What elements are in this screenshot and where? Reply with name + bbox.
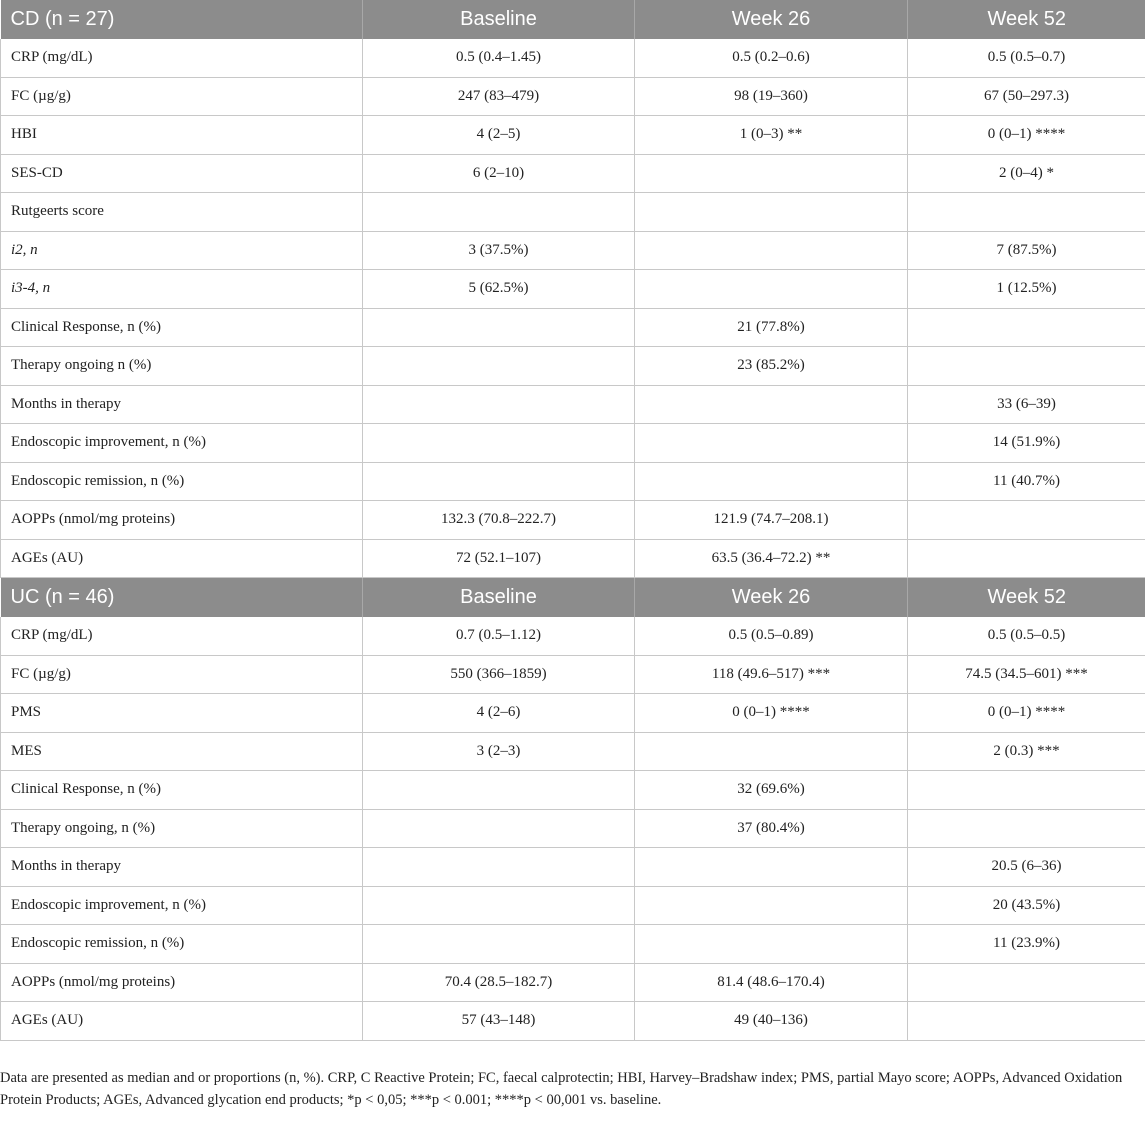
table-row — [1, 385, 1145, 424]
row-label: Months in therapy — [1, 848, 363, 887]
week52-cell — [908, 501, 1145, 540]
row-label: PMS — [1, 694, 363, 733]
week26-cell: 0.5 (0.5–0.89) — [635, 617, 908, 655]
week26-cell: 0 (0–1) **** — [635, 694, 908, 733]
baseline-cell: 132.3 (70.8–222.7) — [363, 501, 635, 540]
week26-cell — [635, 270, 908, 309]
table-row — [1, 771, 1145, 810]
week52-cell: 0.5 (0.5–0.7) — [908, 39, 1145, 77]
week26-cell: 32 (69.6%) — [635, 771, 908, 810]
week26-cell: 21 (77.8%) — [635, 308, 908, 347]
week26-cell: 121.9 (74.7–208.1) — [635, 501, 908, 540]
table-row — [1, 347, 1145, 386]
baseline-cell: 0.5 (0.4–1.45) — [363, 39, 635, 77]
week52-cell: 11 (40.7%) — [908, 462, 1145, 501]
table-row — [1, 925, 1145, 964]
week52-cell: 1 (12.5%) — [908, 270, 1145, 309]
row-label: Endoscopic improvement, n (%) — [1, 424, 363, 463]
baseline-cell: 3 (2–3) — [363, 732, 635, 771]
week26-cell: 81.4 (48.6–170.4) — [635, 963, 908, 1002]
baseline-cell: 4 (2–6) — [363, 694, 635, 733]
row-label: Months in therapy — [1, 385, 363, 424]
week52-cell — [908, 771, 1145, 810]
row-label: Endoscopic remission, n (%) — [1, 925, 363, 964]
baseline-cell: 247 (83–479) — [363, 77, 635, 116]
row-label: FC (µg/g) — [1, 655, 363, 694]
week52-cell: 67 (50–297.3) — [908, 77, 1145, 116]
week52-cell — [908, 539, 1145, 578]
row-label: i2, n — [1, 231, 363, 270]
baseline-cell: 3 (37.5%) — [363, 231, 635, 270]
row-label: Clinical Response, n (%) — [1, 308, 363, 347]
row-label: AGEs (AU) — [1, 539, 363, 578]
column-header: Baseline — [363, 0, 635, 39]
week26-cell — [635, 925, 908, 964]
week52-cell: 20 (43.5%) — [908, 886, 1145, 925]
table-row — [1, 886, 1145, 925]
baseline-cell — [363, 771, 635, 810]
week52-cell: 0 (0–1) **** — [908, 116, 1145, 155]
week52-cell — [908, 1002, 1145, 1041]
table-row — [1, 963, 1145, 1002]
week26-cell: 0.5 (0.2–0.6) — [635, 39, 908, 77]
baseline-cell — [363, 462, 635, 501]
week26-cell — [635, 424, 908, 463]
week26-cell — [635, 848, 908, 887]
row-label: Endoscopic remission, n (%) — [1, 462, 363, 501]
table-row — [1, 655, 1145, 694]
week52-cell: 2 (0–4) * — [908, 154, 1145, 193]
week52-cell — [908, 347, 1145, 386]
column-header: Week 52 — [908, 578, 1145, 618]
table-row — [1, 694, 1145, 733]
uc-header-row — [1, 578, 1145, 618]
table-row — [1, 77, 1145, 116]
week52-cell: 74.5 (34.5–601) *** — [908, 655, 1145, 694]
week26-cell — [635, 193, 908, 232]
week26-cell: 118 (49.6–517) *** — [635, 655, 908, 694]
week26-cell — [635, 231, 908, 270]
table-row — [1, 116, 1145, 155]
week26-cell — [635, 732, 908, 771]
row-label: Endoscopic improvement, n (%) — [1, 886, 363, 925]
row-label: SES-CD — [1, 154, 363, 193]
row-label: Rutgeerts score — [1, 193, 363, 232]
baseline-cell — [363, 308, 635, 347]
week26-cell — [635, 154, 908, 193]
table-row — [1, 732, 1145, 771]
baseline-cell — [363, 347, 635, 386]
baseline-cell: 72 (52.1–107) — [363, 539, 635, 578]
week52-cell: 0.5 (0.5–0.5) — [908, 617, 1145, 655]
baseline-cell — [363, 809, 635, 848]
cd-header-row — [1, 0, 1145, 39]
week52-cell: 7 (87.5%) — [908, 231, 1145, 270]
table-row — [1, 424, 1145, 463]
table-row — [1, 462, 1145, 501]
baseline-cell: 57 (43–148) — [363, 1002, 635, 1041]
row-label: AOPPs (nmol/mg proteins) — [1, 963, 363, 1002]
table-row — [1, 848, 1145, 887]
baseline-cell — [363, 886, 635, 925]
week52-cell: 33 (6–39) — [908, 385, 1145, 424]
week26-cell — [635, 462, 908, 501]
week26-cell: 37 (80.4%) — [635, 809, 908, 848]
table-row — [1, 809, 1145, 848]
table-footnote: Data are presented as median and or proportions (n, %). CRP, C Reactive Protein; FC, faecal calprotectin; HBI, Harvey–Bradshaw index; PMS, partial Mayo score; AOPPs, Advanced Oxidation Protein Products; AGEs, Advanced glycation end products; *p < 0,05; ***p < 0.001; ****p < 00,001 vs. baseline. — [0, 1069, 1123, 1108]
table-row — [1, 501, 1145, 540]
table-row — [1, 193, 1145, 232]
baseline-cell — [363, 193, 635, 232]
week26-cell: 63.5 (36.4–72.2) ** — [635, 539, 908, 578]
week26-cell: 1 (0–3) ** — [635, 116, 908, 155]
row-label: Therapy ongoing n (%) — [1, 347, 363, 386]
week26-cell: 98 (19–360) — [635, 77, 908, 116]
row-label: AGEs (AU) — [1, 1002, 363, 1041]
week52-cell — [908, 963, 1145, 1002]
baseline-cell — [363, 848, 635, 887]
week52-cell — [908, 809, 1145, 848]
cd-group-label: CD (n = 27) — [1, 0, 363, 39]
row-label: CRP (mg/dL) — [1, 39, 363, 77]
week26-cell — [635, 385, 908, 424]
week52-cell: 0 (0–1) **** — [908, 694, 1145, 733]
week52-cell: 14 (51.9%) — [908, 424, 1145, 463]
baseline-cell — [363, 424, 635, 463]
baseline-cell: 550 (366–1859) — [363, 655, 635, 694]
row-label: Therapy ongoing, n (%) — [1, 809, 363, 848]
table-row — [1, 231, 1145, 270]
row-label: MES — [1, 732, 363, 771]
baseline-cell — [363, 925, 635, 964]
baseline-cell — [363, 385, 635, 424]
week26-cell — [635, 886, 908, 925]
week52-cell: 20.5 (6–36) — [908, 848, 1145, 887]
table-row — [1, 154, 1145, 193]
row-label: AOPPs (nmol/mg proteins) — [1, 501, 363, 540]
row-label: CRP (mg/dL) — [1, 617, 363, 655]
column-header: Week 26 — [635, 578, 908, 618]
table-row — [1, 39, 1145, 77]
week52-cell: 2 (0.3) *** — [908, 732, 1145, 771]
column-header: Week 52 — [908, 0, 1145, 39]
row-label: HBI — [1, 116, 363, 155]
week26-cell: 23 (85.2%) — [635, 347, 908, 386]
table-row — [1, 270, 1145, 309]
baseline-cell: 0.7 (0.5–1.12) — [363, 617, 635, 655]
table-row — [1, 308, 1145, 347]
row-label: Clinical Response, n (%) — [1, 771, 363, 810]
baseline-cell: 4 (2–5) — [363, 116, 635, 155]
column-header: Week 26 — [635, 0, 908, 39]
week52-cell: 11 (23.9%) — [908, 925, 1145, 964]
table-row — [1, 1002, 1145, 1041]
row-label: FC (µg/g) — [1, 77, 363, 116]
baseline-cell: 6 (2–10) — [363, 154, 635, 193]
week52-cell — [908, 193, 1145, 232]
uc-group-label: UC (n = 46) — [1, 578, 363, 618]
baseline-cell: 5 (62.5%) — [363, 270, 635, 309]
column-header: Baseline — [363, 578, 635, 618]
table-row — [1, 539, 1145, 578]
week26-cell: 49 (40–136) — [635, 1002, 908, 1041]
row-label: i3-4, n — [1, 270, 363, 309]
week52-cell — [908, 308, 1145, 347]
baseline-cell: 70.4 (28.5–182.7) — [363, 963, 635, 1002]
table-row — [1, 617, 1145, 655]
